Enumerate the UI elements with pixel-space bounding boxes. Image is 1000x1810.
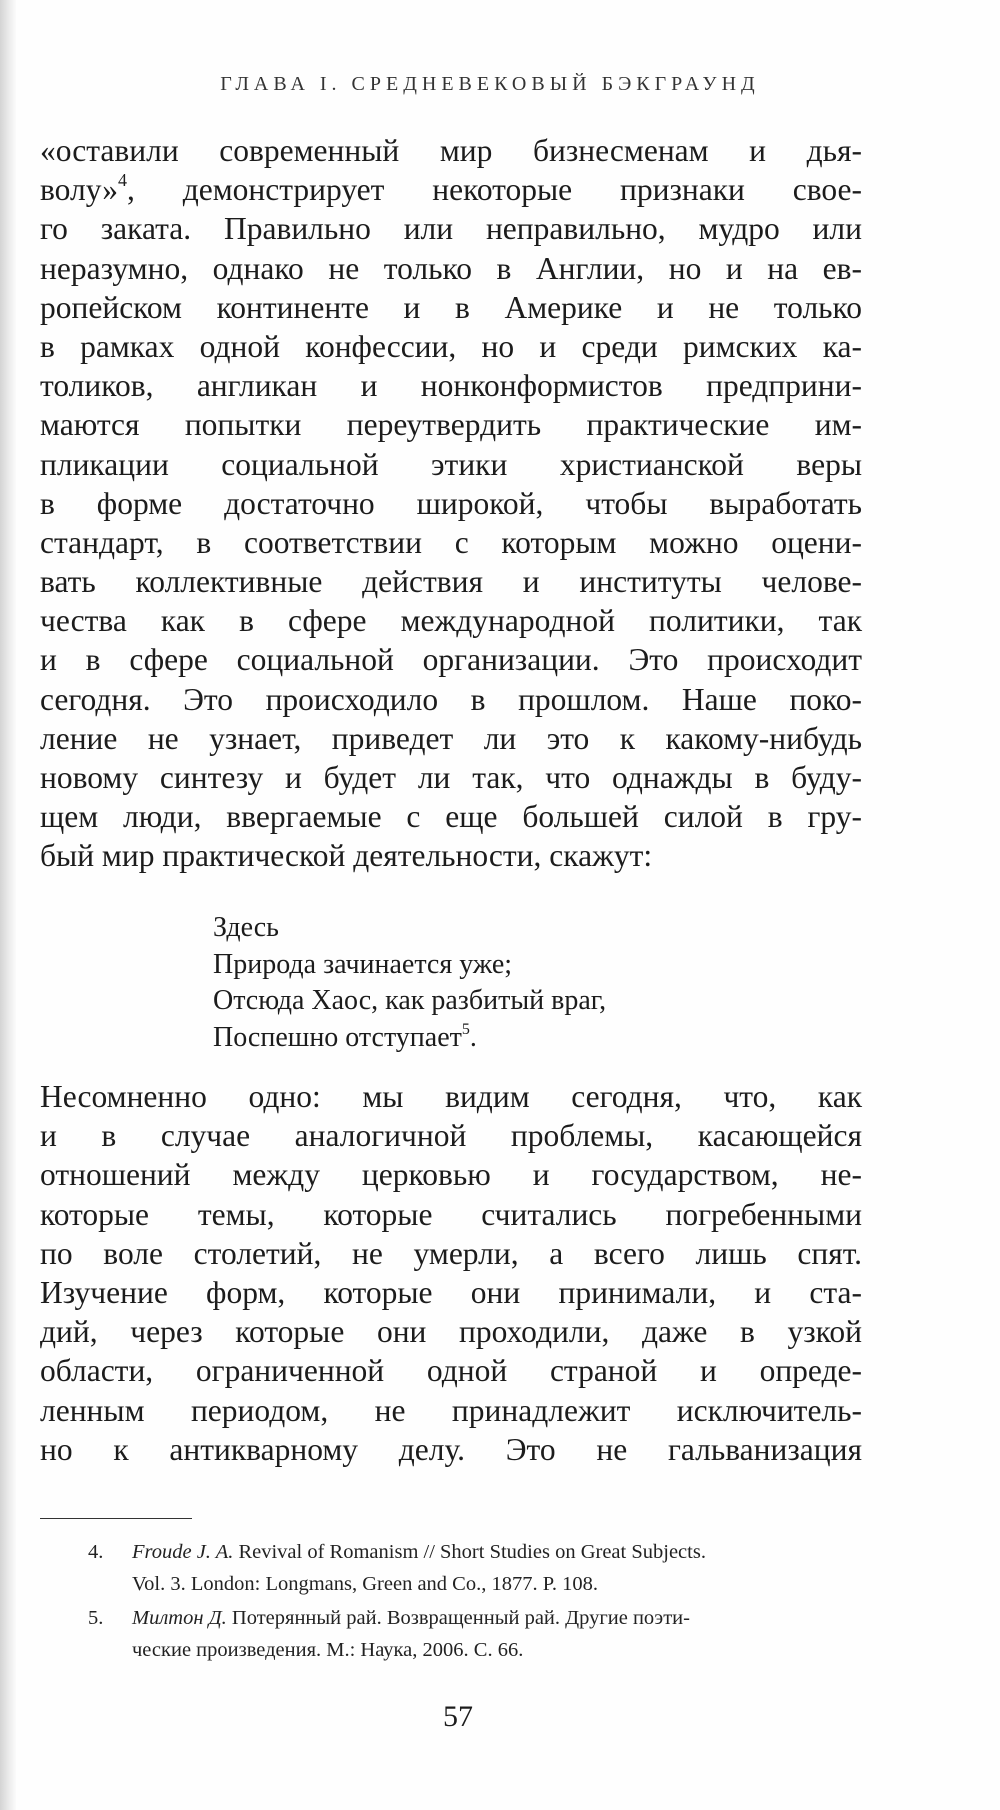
page-number: 57 bbox=[443, 1700, 473, 1733]
text-line: и в сфере социальной организации. Это происходит bbox=[40, 642, 862, 678]
poem-line: Отсюда Хаос, как разбитый враг, bbox=[213, 985, 607, 1016]
text-line: маются попытки переутвердить практические им- bbox=[40, 407, 862, 443]
text-line: отношений между церковью и государством, не- bbox=[40, 1157, 862, 1193]
footnote-number: 4. bbox=[88, 1541, 104, 1563]
poem-line: Здесь bbox=[213, 912, 279, 943]
footnote-5 bbox=[88, 1602, 878, 1666]
footnote-ref-5[interactable]: 5 bbox=[461, 1020, 470, 1038]
text-line: неразумно, однако не только в Англии, но и на ев- bbox=[40, 250, 862, 286]
text-line: толиков, англикан и нонконформистов предприни- bbox=[40, 368, 862, 404]
text-line: области, ограниченной одной страной и опреде- bbox=[40, 1353, 862, 1389]
text-line: новому синтезу и будет ли так, что однажды в буду- bbox=[40, 760, 862, 795]
text-line: бый мир практической деятельности, скажут: bbox=[40, 838, 653, 874]
footnote-ref-4[interactable]: 4 bbox=[118, 170, 127, 191]
poem-line: Поспешно отступает$^5$. bbox=[213, 1020, 477, 1053]
text-line: дий, через которые они проходили, даже в узкой bbox=[40, 1314, 862, 1350]
text-line: Несомненно одно: мы видим сегодня, что, как bbox=[40, 1079, 862, 1114]
text-line: стандарт, в соответствии с которым можно оцени- bbox=[40, 524, 862, 560]
footnote-text: Froude J. A. Revival of Romanism // Short Studies on Great Subjects. Vol. 3. London: Longmans, Green and Co., 1877. P. 108. bbox=[132, 1541, 706, 1595]
page-scan-edge bbox=[0, 0, 16, 1810]
text-line: по воле столетий, не умерли, а всего лишь спят. bbox=[40, 1235, 862, 1271]
poem-quote bbox=[213, 910, 606, 1056]
footnotes bbox=[88, 1536, 878, 1668]
text-line: «оставили современный мир бизнесменам и дья- bbox=[40, 133, 862, 168]
text-line: в рамках одной конфессии, но и среди римских ка- bbox=[40, 328, 862, 364]
footnote-number: 5. bbox=[88, 1607, 104, 1629]
footnote-author: Милтон Д. bbox=[132, 1607, 227, 1629]
text-line: ленным периодом, не принадлежит исключитель- bbox=[40, 1392, 862, 1428]
text-line: в форме достаточно широкой, чтобы выработать bbox=[40, 485, 862, 521]
footnote-4 bbox=[88, 1536, 878, 1600]
text-line: но к антикварному делу. Это не гальванизация bbox=[40, 1431, 862, 1467]
text-line: ропейском континенте и в Америке и не только bbox=[40, 289, 862, 325]
text-line: Изучение форм, которые они принимали, и ста- bbox=[40, 1274, 862, 1310]
text-line: волу»$^4$, демонстрирует некоторые признаки свое- bbox=[40, 170, 862, 208]
text-line: го заката. Правильно или неправильно, мудро или bbox=[40, 211, 862, 247]
text-line: щем люди, ввергаемые с еще большей силой в гру- bbox=[40, 799, 862, 835]
text-line: вать коллективные действия и институты челове- bbox=[40, 564, 862, 600]
paragraph-2 bbox=[40, 1077, 862, 1469]
text-line: чества как в сфере международной политики, так bbox=[40, 603, 862, 639]
text-line: которые темы, которые считались погребенными bbox=[40, 1196, 862, 1232]
text-line: и в случае аналогичной проблемы, касающейся bbox=[40, 1118, 862, 1154]
paragraph-1 bbox=[40, 131, 862, 876]
text-line: пликации социальной этики христианской веры bbox=[40, 446, 862, 482]
footnote-text: Милтон Д. Потерянный рай. Возвращенный рай. Другие поэти- ческие произведения. М.: Наука, 2006. С. 66. bbox=[132, 1607, 690, 1661]
footnote-divider bbox=[40, 1518, 192, 1519]
poem-line: Природа зачинается уже; bbox=[213, 948, 513, 980]
footnote-author: Froude J. A. bbox=[132, 1541, 234, 1563]
running-head: ГЛАВА I. СРЕДНЕВЕКОВЫЙ БЭКГРАУНД bbox=[220, 73, 760, 95]
text-line: ление не узнает, приведет ли это к какому-нибудь bbox=[40, 720, 862, 756]
text-line: сегодня. Это происходило в прошлом. Наше поко- bbox=[40, 681, 862, 717]
